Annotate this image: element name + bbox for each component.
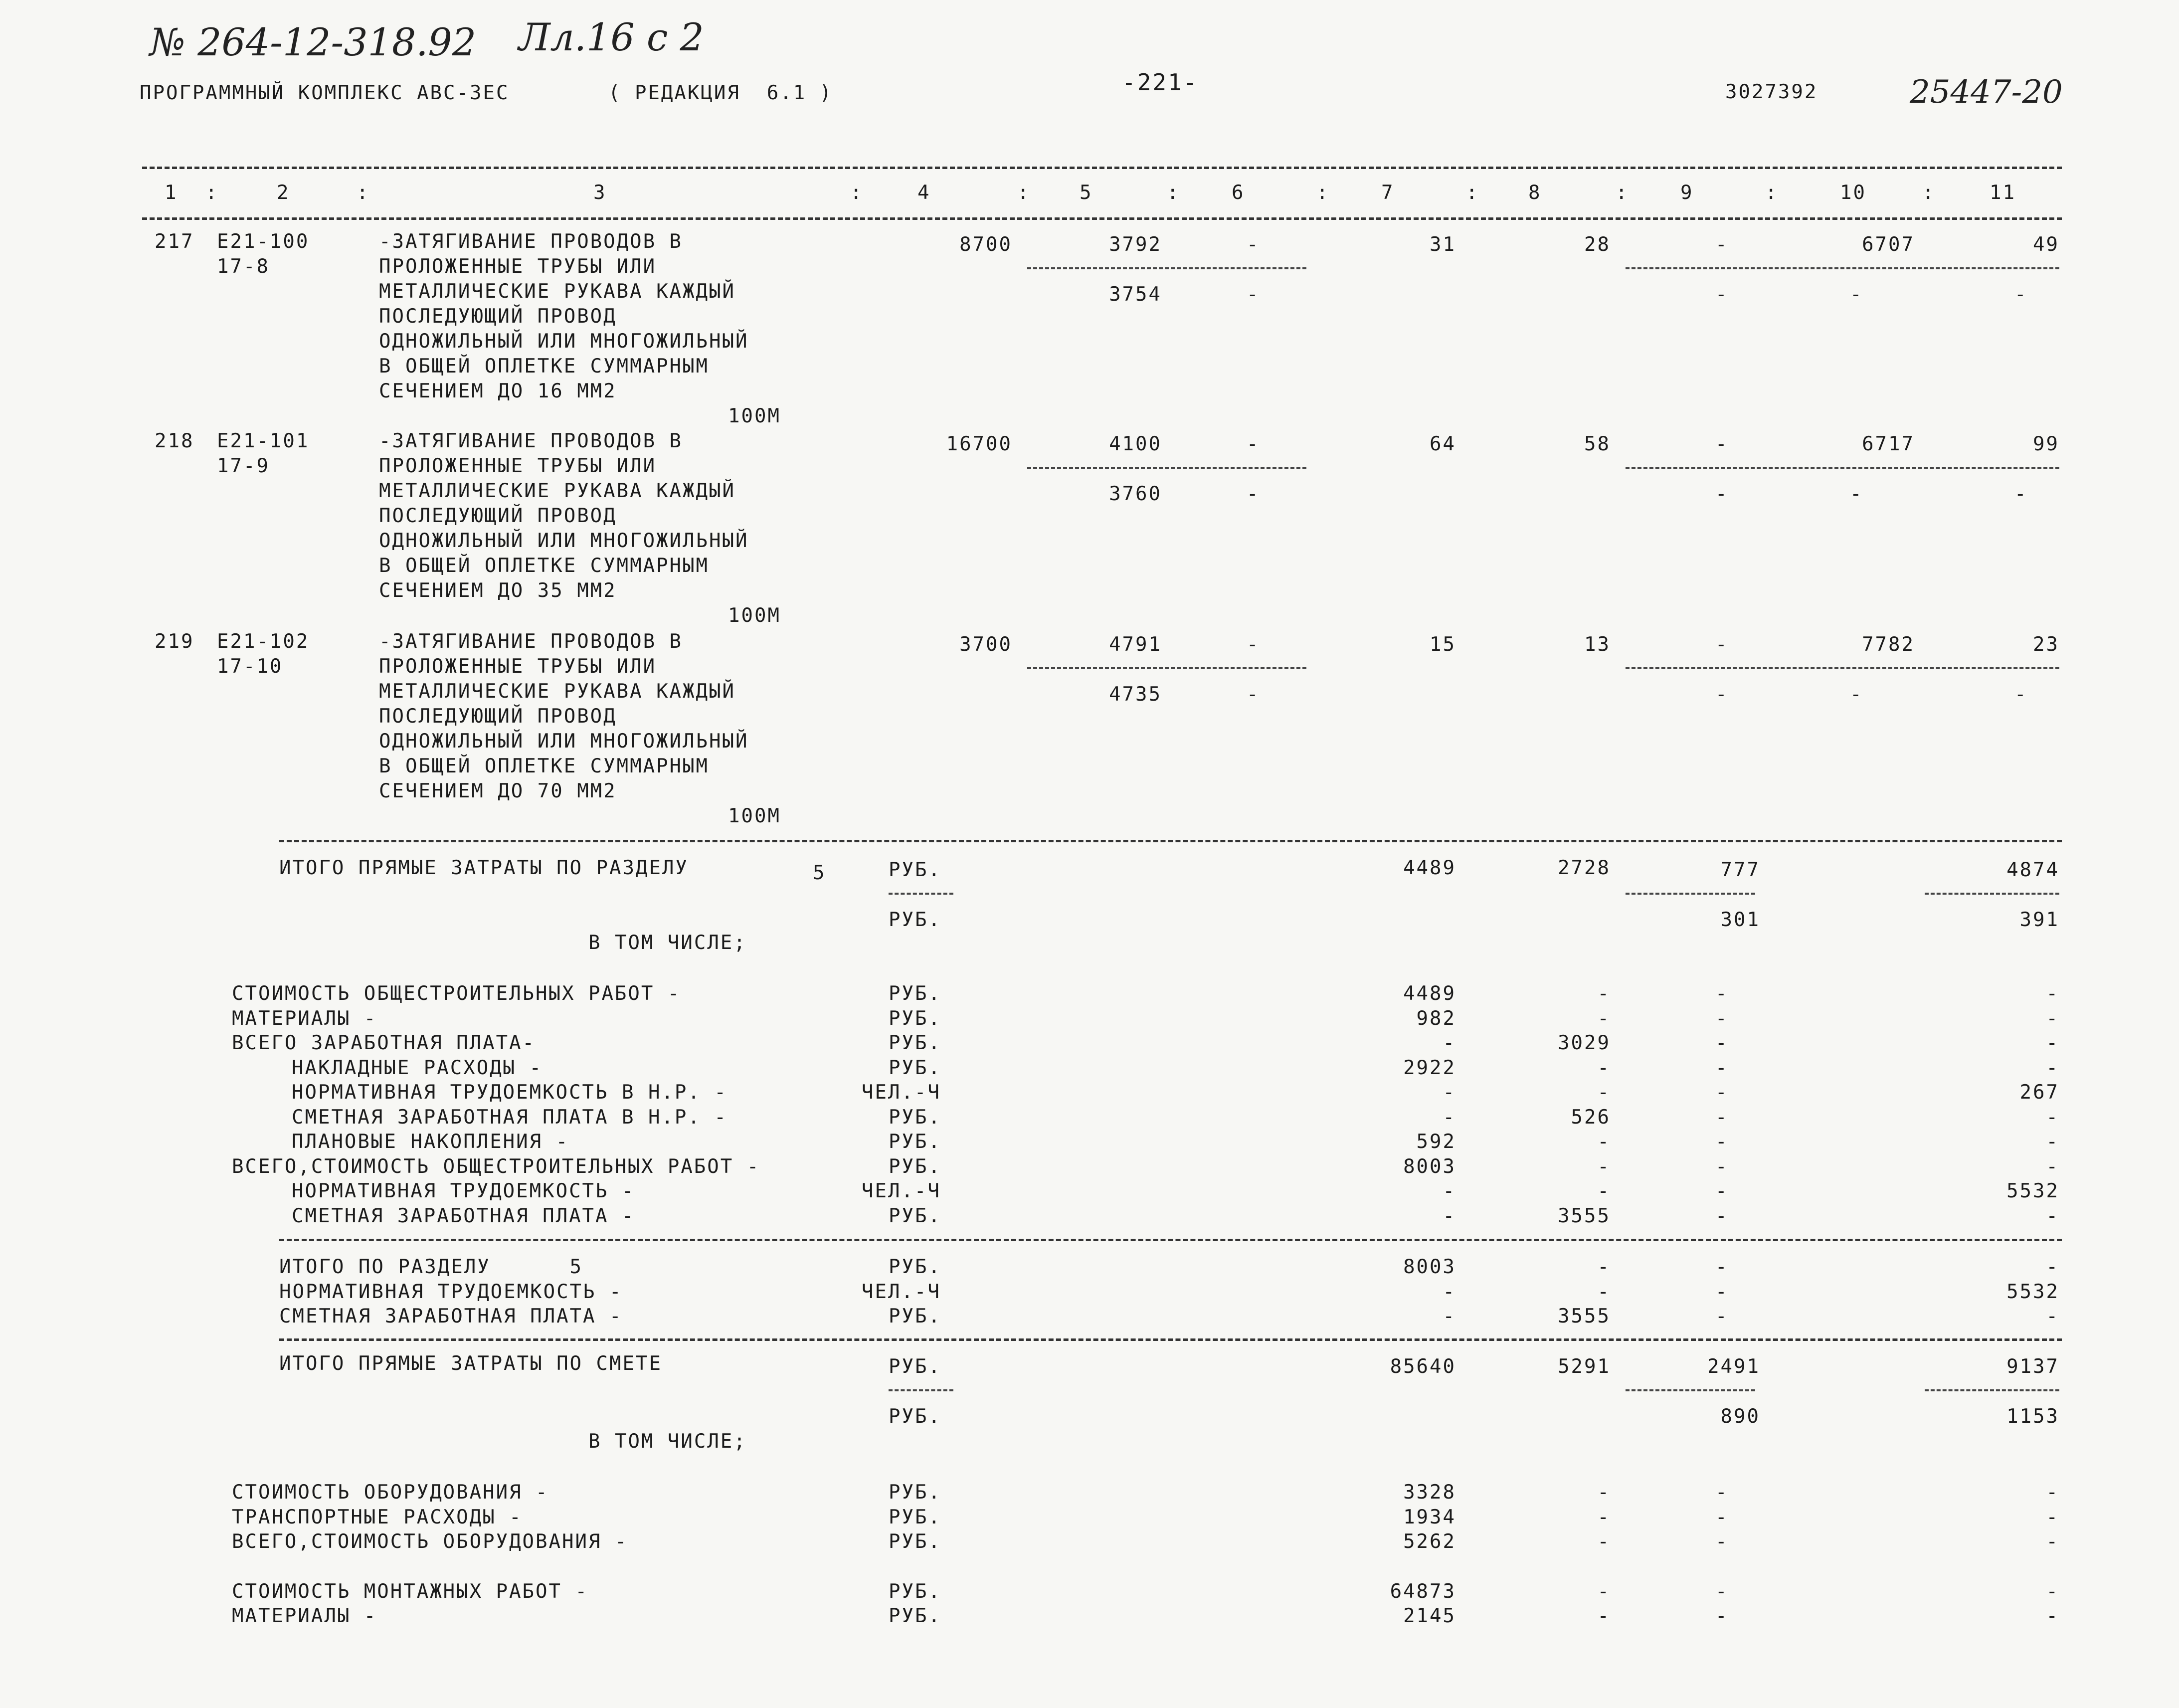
item-c10: 6717 [1862, 433, 1915, 455]
row-c11: - [2046, 1481, 2059, 1504]
section-total-c9-sub [1626, 893, 1755, 895]
row-label: ВСЕГО,СТОИМОСТЬ ОБОРУДОВАНИЯ - [232, 1530, 628, 1553]
item-c6-b: - [1247, 283, 1260, 306]
item-c7: 15 [1430, 633, 1456, 656]
row-c7: - [1443, 1032, 1456, 1054]
section-total-c11a: 4874 [2006, 859, 2059, 881]
item-c5-price-b: 3754 [1109, 283, 1162, 306]
section-total-c9b: 301 [1720, 909, 1760, 931]
row-c11: - [2046, 1305, 2059, 1328]
row-c9: - [1715, 1530, 1729, 1553]
item-c9-c11-subline [1626, 267, 2059, 269]
row-c9: - [1715, 982, 1729, 1005]
column-header-11: 11 [1990, 182, 2016, 204]
section-total-rule [279, 840, 2062, 842]
row-unit: ЧЕЛ.-Ч [862, 1280, 941, 1303]
page-number: -221- [1122, 69, 1199, 96]
item-description-line: СЕЧЕНИЕМ ДО 35 ММ2 [379, 579, 617, 602]
estimate-total-c11-sub [1925, 1389, 2059, 1391]
row-c8: - [1597, 1007, 1611, 1030]
item-c9-c11-subline [1626, 467, 2059, 469]
item-c6-b: - [1247, 683, 1260, 706]
row-c7: 982 [1416, 1007, 1456, 1030]
estimate-total-c7: 85640 [1390, 1355, 1456, 1378]
item-c10-b: - [1850, 483, 1863, 505]
row-label: ВСЕГО,СТОИМОСТЬ ОБЩЕСТРОИТЕЛЬНЫХ РАБОТ - [232, 1155, 760, 1178]
row-unit: РУБ. [889, 1530, 941, 1553]
item-c5-price: 4100 [1109, 433, 1162, 455]
row-c7: - [1443, 1081, 1456, 1104]
row-c7: - [1443, 1180, 1456, 1202]
row-c7: - [1443, 1280, 1456, 1303]
column-separator: : [1466, 182, 1479, 204]
item-number: 218 [155, 430, 194, 452]
item-c5-price: 4791 [1109, 633, 1162, 656]
row-c8: - [1597, 1056, 1611, 1079]
item-c11-b: - [2014, 483, 2028, 505]
section-total-section: 5 [813, 862, 826, 884]
row-c7: 2145 [1403, 1605, 1456, 1627]
item-description-line: ПОСЛЕДУЮЩИЙ ПРОВОД [379, 505, 617, 527]
row-unit: РУБ. [889, 1056, 941, 1079]
column-header-7: 7 [1381, 182, 1395, 204]
row-unit: РУБ. [889, 1106, 941, 1129]
row-c11: - [2046, 1032, 2059, 1054]
document-code: 3027392 [1725, 81, 1818, 103]
row-label: НОРМАТИВНАЯ ТРУДОЕМКОСТЬ - [292, 1180, 635, 1202]
item-description-line: МЕТАЛЛИЧЕСКИЕ РУКАВА КАЖДЫЙ [379, 280, 735, 303]
row-c8: - [1597, 1605, 1611, 1627]
item-c11-b: - [2014, 683, 2028, 706]
item-c10: 6707 [1862, 233, 1915, 256]
row-c9: - [1715, 1280, 1729, 1303]
item-subcode: 17-8 [217, 255, 270, 278]
row-c9: - [1715, 1007, 1729, 1030]
row-unit: РУБ. [889, 1007, 941, 1030]
section-total-c11b: 391 [2019, 909, 2059, 931]
estimate-total-c9b: 890 [1720, 1405, 1760, 1428]
section-summary-rule [279, 1239, 2062, 1241]
item-description-line: ПРОЛОЖЕННЫЕ ТРУБЫ ИЛИ [379, 655, 657, 678]
row-c11: - [2046, 1580, 2059, 1603]
column-header-6: 6 [1232, 182, 1245, 204]
section-total-c8: 2728 [1558, 857, 1611, 879]
row-c9: - [1715, 1106, 1729, 1129]
item-unit: 100М [728, 805, 781, 827]
row-label: ВСЕГО ЗАРАБОТНАЯ ПЛАТА- [232, 1032, 536, 1054]
row-c11: 5532 [2006, 1280, 2059, 1303]
header-bottom-rule [142, 217, 2062, 220]
item-description-line: ПОСЛЕДУЮЩИЙ ПРОВОД [379, 705, 617, 728]
item-c10-b: - [1850, 283, 1863, 306]
row-c8: - [1597, 1155, 1611, 1178]
row-unit: ЧЕЛ.-Ч [862, 1081, 941, 1104]
item-description-line: В ОБЩЕЙ ОПЛЕТКЕ СУММАРНЫМ [379, 355, 709, 378]
item-c5-subline [1027, 467, 1306, 469]
item-c10: 7782 [1862, 633, 1915, 656]
item-code: Е21-100 [217, 230, 310, 253]
column-header-2: 2 [277, 182, 290, 204]
row-c7: - [1443, 1305, 1456, 1328]
row-label: ПЛАНОВЫЕ НАКОПЛЕНИЯ - [292, 1131, 569, 1153]
row-unit: РУБ. [889, 1605, 941, 1627]
row-c7: 1934 [1403, 1506, 1456, 1528]
estimate-total-unit-1: РУБ. [889, 1355, 941, 1378]
row-label: ТРАНСПОРТНЫЕ РАСХОДЫ - [232, 1506, 523, 1528]
section-total-c7: 4489 [1403, 857, 1456, 879]
column-header-8: 8 [1528, 182, 1542, 204]
row-c11: - [2046, 1506, 2059, 1528]
row-label: ИТОГО ПО РАЗДЕЛУ 5 [279, 1256, 583, 1278]
row-unit: ЧЕЛ.-Ч [862, 1180, 941, 1202]
row-label: МАТЕРИАЛЫ - [232, 1007, 377, 1030]
item-description-line: МЕТАЛЛИЧЕСКИЕ РУКАВА КАЖДЫЙ [379, 480, 735, 502]
item-c11: 23 [2033, 633, 2059, 656]
item-c9-c11-subline [1626, 667, 2059, 669]
row-c9: - [1715, 1056, 1729, 1079]
estimate-total-c9-sub [1626, 1389, 1755, 1391]
handwritten-right-number: 25447-20 [1910, 74, 2063, 111]
row-c9: - [1715, 1256, 1729, 1278]
item-c4-quantity: 16700 [946, 433, 1012, 455]
row-c8: 526 [1571, 1106, 1611, 1129]
item-subcode: 17-9 [217, 455, 270, 477]
item-description-line: ОДНОЖИЛЬНЫЙ ИЛИ МНОГОЖИЛЬНЫЙ [379, 330, 749, 353]
item-c7: 31 [1430, 233, 1456, 256]
row-label: СТОИМОСТЬ ОБОРУДОВАНИЯ - [232, 1481, 549, 1504]
row-label: НОРМАТИВНАЯ ТРУДОЕМКОСТЬ В Н.Р. - [292, 1081, 727, 1104]
item-subcode: 17-10 [217, 655, 283, 678]
estimate-total-unit-sub [889, 1389, 953, 1391]
item-c4-quantity: 8700 [959, 233, 1012, 256]
row-label: МАТЕРИАЛЫ - [232, 1605, 377, 1627]
item-description-line: ПРОЛОЖЕННЫЕ ТРУБЫ ИЛИ [379, 255, 657, 278]
estimate-total-rule [279, 1338, 2062, 1341]
row-c11: - [2046, 1131, 2059, 1153]
row-c9: - [1715, 1155, 1729, 1178]
item-c9-b: - [1715, 283, 1729, 306]
item-c5-price: 3792 [1109, 233, 1162, 256]
section-total-c11-sub [1925, 893, 2059, 895]
row-c9: - [1715, 1204, 1729, 1227]
row-c8: 3555 [1558, 1204, 1611, 1227]
row-c7: 592 [1416, 1131, 1456, 1153]
estimate-total-unit-2: РУБ. [889, 1405, 941, 1428]
item-c6: - [1247, 233, 1260, 256]
estimate-total-c8: 5291 [1558, 1355, 1611, 1378]
row-unit: РУБ. [889, 982, 941, 1005]
row-c7: 8003 [1403, 1155, 1456, 1178]
edition-label: ( РЕДАКЦИЯ 6.1 ) [608, 82, 833, 104]
row-unit: РУБ. [889, 1305, 941, 1328]
row-label: СМЕТНАЯ ЗАРАБОТНАЯ ПЛАТА В Н.Р. - [292, 1106, 727, 1129]
row-c8: - [1597, 1131, 1611, 1153]
row-c8: - [1597, 1081, 1611, 1104]
item-c5-price-b: 4735 [1109, 683, 1162, 706]
item-c9-b: - [1715, 483, 1729, 505]
section-total-unit-2: РУБ. [889, 909, 941, 931]
row-unit: РУБ. [889, 1256, 941, 1278]
row-c11: - [2046, 1605, 2059, 1627]
item-description-line: ОДНОЖИЛЬНЫЙ ИЛИ МНОГОЖИЛЬНЫЙ [379, 730, 749, 753]
row-c9: - [1715, 1180, 1729, 1202]
row-unit: РУБ. [889, 1481, 941, 1504]
column-header-4: 4 [917, 182, 931, 204]
item-c11: 49 [2033, 233, 2059, 256]
column-header-3: 3 [593, 182, 607, 204]
row-c9: - [1715, 1081, 1729, 1104]
item-c5-subline [1027, 267, 1306, 269]
item-c8: 58 [1584, 433, 1611, 455]
handwritten-doc-number: № 264-12-318.92 [150, 20, 477, 64]
row-c11: 267 [2019, 1081, 2059, 1104]
column-separator: : [1167, 182, 1180, 204]
row-c11: - [2046, 1106, 2059, 1129]
column-separator: : [850, 182, 864, 204]
row-c11: - [2046, 1204, 2059, 1227]
item-c6: - [1247, 633, 1260, 656]
item-code: Е21-101 [217, 430, 310, 452]
column-header-1: 1 [165, 182, 178, 204]
column-header-10: 10 [1840, 182, 1866, 204]
row-unit: РУБ. [889, 1580, 941, 1603]
item-description-line: -ЗАТЯГИВАНИЕ ПРОВОДОВ В [379, 630, 683, 653]
row-c9: - [1715, 1481, 1729, 1504]
column-header-9: 9 [1680, 182, 1694, 204]
item-c8: 13 [1584, 633, 1611, 656]
row-c11: - [2046, 1530, 2059, 1553]
item-description-line: ПОСЛЕДУЮЩИЙ ПРОВОД [379, 305, 617, 328]
item-description-line: ОДНОЖИЛЬНЫЙ ИЛИ МНОГОЖИЛЬНЫЙ [379, 530, 749, 552]
item-description-line: СЕЧЕНИЕМ ДО 16 ММ2 [379, 380, 617, 402]
item-description-line: МЕТАЛЛИЧЕСКИЕ РУКАВА КАЖДЫЙ [379, 680, 735, 703]
row-c8: - [1597, 982, 1611, 1005]
row-c9: - [1715, 1131, 1729, 1153]
including-label-section: В ТОМ ЧИСЛЕ; [588, 932, 747, 954]
column-separator: : [1616, 182, 1629, 204]
column-header-5: 5 [1080, 182, 1093, 204]
column-separator: : [1316, 182, 1330, 204]
item-description-line: СЕЧЕНИЕМ ДО 70 ММ2 [379, 780, 617, 802]
row-unit: РУБ. [889, 1032, 941, 1054]
item-c4-quantity: 3700 [959, 633, 1012, 656]
section-total-label: ИТОГО ПРЯМЫЕ ЗАТРАТЫ ПО РАЗДЕЛУ [279, 857, 689, 879]
row-c7: - [1443, 1204, 1456, 1227]
section-total-c9a: 777 [1720, 859, 1760, 881]
row-label: СТОИМОСТЬ ОБЩЕСТРОИТЕЛЬНЫХ РАБОТ - [232, 982, 681, 1005]
row-c7: 5262 [1403, 1530, 1456, 1553]
item-unit: 100М [728, 405, 781, 427]
item-c6-b: - [1247, 483, 1260, 505]
row-c8: - [1597, 1280, 1611, 1303]
item-c9: - [1715, 233, 1729, 256]
row-unit: РУБ. [889, 1131, 941, 1153]
item-c8: 28 [1584, 233, 1611, 256]
item-description-line: -ЗАТЯГИВАНИЕ ПРОВОДОВ В [379, 230, 683, 253]
row-c8: - [1597, 1481, 1611, 1504]
handwritten-sheet-number: Лл.16 с 2 [519, 15, 704, 59]
item-description-line: В ОБЩЕЙ ОПЛЕТКЕ СУММАРНЫМ [379, 555, 709, 577]
row-c7: 2922 [1403, 1056, 1456, 1079]
column-separator: : [1017, 182, 1031, 204]
estimate-total-c9a: 2491 [1707, 1355, 1760, 1378]
row-label: СТОИМОСТЬ МОНТАЖНЫХ РАБОТ - [232, 1580, 588, 1603]
item-c6: - [1247, 433, 1260, 455]
item-description-line: -ЗАТЯГИВАНИЕ ПРОВОДОВ В [379, 430, 683, 452]
item-description-line: В ОБЩЕЙ ОПЛЕТКЕ СУММАРНЫМ [379, 755, 709, 777]
row-c9: - [1715, 1506, 1729, 1528]
row-c9: - [1715, 1305, 1729, 1328]
row-label: СМЕТНАЯ ЗАРАБОТНАЯ ПЛАТА - [292, 1204, 635, 1227]
item-unit: 100М [728, 604, 781, 627]
row-c11: - [2046, 1256, 2059, 1278]
row-c7: 3328 [1403, 1481, 1456, 1504]
column-separator: : [1765, 182, 1779, 204]
row-unit: РУБ. [889, 1506, 941, 1528]
row-c11: - [2046, 1007, 2059, 1030]
estimate-total-label: ИТОГО ПРЯМЫЕ ЗАТРАТЫ ПО СМЕТЕ [279, 1352, 662, 1375]
row-c8: - [1597, 1580, 1611, 1603]
section-total-unit-sub [889, 893, 953, 895]
program-title: ПРОГРАММНЫЙ КОМПЛЕКС АВС-3ЕС [140, 82, 510, 104]
row-unit: РУБ. [889, 1155, 941, 1178]
item-c5-price-b: 3760 [1109, 483, 1162, 505]
estimate-total-c11a: 9137 [2006, 1355, 2059, 1378]
item-code: Е21-102 [217, 630, 310, 653]
estimate-total-c11b: 1153 [2006, 1405, 2059, 1428]
row-c7: 4489 [1403, 982, 1456, 1005]
row-c7: 8003 [1403, 1256, 1456, 1278]
item-c9: - [1715, 433, 1729, 455]
item-c9: - [1715, 633, 1729, 656]
item-description-line: ПРОЛОЖЕННЫЕ ТРУБЫ ИЛИ [379, 455, 657, 477]
row-c8: 3029 [1558, 1032, 1611, 1054]
item-c10-b: - [1850, 683, 1863, 706]
row-c8: 3555 [1558, 1305, 1611, 1328]
row-c11: - [2046, 1155, 2059, 1178]
row-c8: - [1597, 1530, 1611, 1553]
item-c5-subline [1027, 667, 1306, 669]
row-c7: - [1443, 1106, 1456, 1129]
row-c11: - [2046, 1056, 2059, 1079]
item-c9-b: - [1715, 683, 1729, 706]
row-c9: - [1715, 1580, 1729, 1603]
section-total-unit-1: РУБ. [889, 859, 941, 881]
row-c8: - [1597, 1256, 1611, 1278]
column-separator: : [357, 182, 370, 204]
row-c11: - [2046, 982, 2059, 1005]
item-c7: 64 [1430, 433, 1456, 455]
row-c9: - [1715, 1032, 1729, 1054]
column-separator: : [1922, 182, 1936, 204]
row-c11: 5532 [2006, 1180, 2059, 1202]
header-top-rule [142, 167, 2062, 169]
row-c8: - [1597, 1180, 1611, 1202]
item-c11: 99 [2033, 433, 2059, 455]
item-number: 217 [155, 230, 194, 253]
row-label: СМЕТНАЯ ЗАРАБОТНАЯ ПЛАТА - [279, 1305, 623, 1328]
row-label: НОРМАТИВНАЯ ТРУДОЕМКОСТЬ - [279, 1280, 623, 1303]
item-number: 219 [155, 630, 194, 653]
including-label-estimate: В ТОМ ЧИСЛЕ; [588, 1430, 747, 1453]
row-c8: - [1597, 1506, 1611, 1528]
row-c9: - [1715, 1605, 1729, 1627]
row-label: НАКЛАДНЫЕ РАСХОДЫ - [292, 1056, 543, 1079]
item-c11-b: - [2014, 283, 2028, 306]
row-c7: 64873 [1390, 1580, 1456, 1603]
column-separator: : [205, 182, 219, 204]
row-unit: РУБ. [889, 1204, 941, 1227]
